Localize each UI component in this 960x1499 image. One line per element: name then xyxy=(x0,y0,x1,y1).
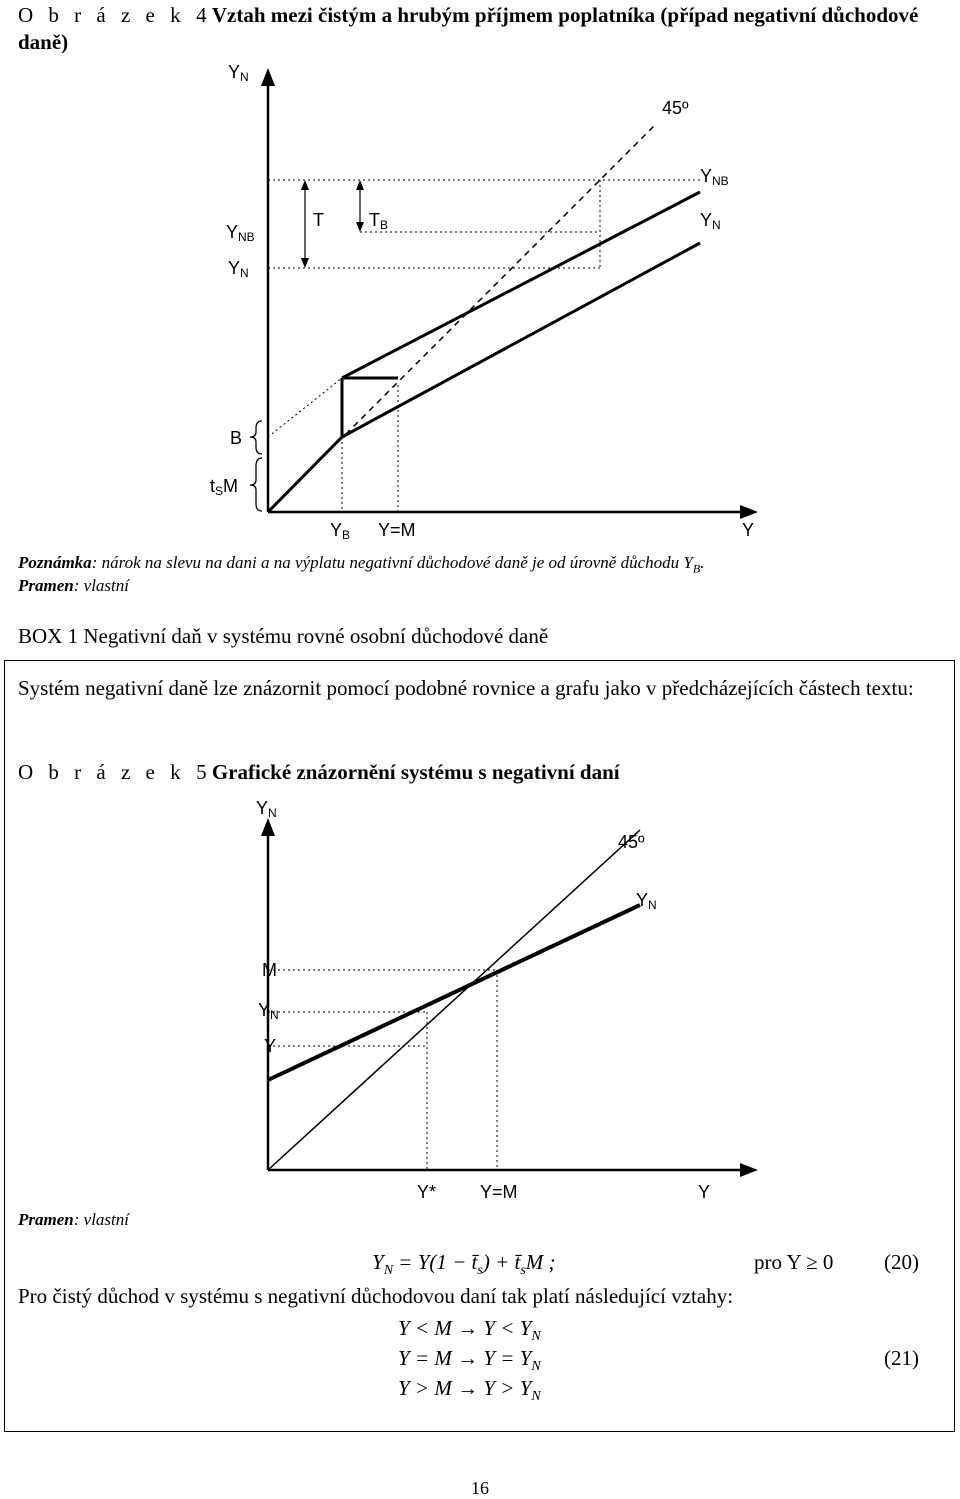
figure4-note: Poznámka: nárok na slevu na dani a na výplatu negativní důchodové daně je od úrovně důchodu $Y_B$. xyxy=(18,553,705,576)
paragraph-net-income: Pro čistý důchod v systému s negativní důchodovou daní tak platí následující vztahy: xyxy=(18,1284,734,1308)
fig4-yb-x-label: $Y_B$ xyxy=(330,520,351,542)
fig4-x-arrow xyxy=(740,505,758,519)
fig4-y-axis-label: Y xyxy=(742,520,755,540)
fig4-t-arrow-top xyxy=(301,180,309,190)
fig4-dotted-b xyxy=(268,378,342,437)
fig5-ystar-label: Y* xyxy=(417,1182,437,1202)
figure5-title-number: 5 xyxy=(196,760,207,784)
fig4-ynb-line xyxy=(342,192,700,378)
fig5-yn-axis-label: $Y_N$ xyxy=(256,798,277,820)
fig4-yn-line xyxy=(342,243,700,437)
figure4-title-number: 4 xyxy=(196,3,207,27)
fig4-yn-left-label: $Y_N$ xyxy=(228,258,249,280)
figure4-title-text: Vztah mezi čistým a hrubým příjmem poplatníka (případ negativní důchodové daně) xyxy=(18,3,919,54)
fig4-yn-axis-label: $Y_N$ xyxy=(228,62,249,84)
fig4-tsm-label: $t_SM$ xyxy=(210,476,239,498)
relation-2: $Y = M \to Y = Y_N$ xyxy=(398,1346,541,1375)
fig4-yn-lower xyxy=(268,437,342,512)
box-intro: Systém negativní daně lze znázornit pomocí podobné rovnice a grafu jako v předcházejících částech textu: xyxy=(18,676,914,700)
equation-21-number: (21) xyxy=(884,1346,919,1370)
fig4-y-arrow xyxy=(261,68,275,86)
fig4-y-eq-m-label: Y=M xyxy=(378,520,416,540)
figure5-title-prefix: O b r á z e k xyxy=(18,760,186,784)
fig4-ynb-right-label: $Y_{NB}$ xyxy=(700,166,729,188)
figure4-source: Pramen: vlastní xyxy=(18,576,129,595)
equation-20-number: (20) xyxy=(884,1250,919,1274)
fig4-yn-right-label: $Y_N$ xyxy=(700,210,721,232)
fig4-angle-label: 45º xyxy=(662,98,689,118)
fig5-angle-label: 45º xyxy=(618,832,645,852)
fig5-y-left-label: Y xyxy=(264,1036,277,1056)
fig4-ynb-left-label: $Y_{NB}$ xyxy=(226,222,255,244)
relation-1: $Y < M \to Y < Y_N$ xyxy=(398,1316,541,1345)
figure5-title-text: Grafické znázornění systému s negativní daní xyxy=(211,760,620,784)
box-heading: BOX 1 Negativní daň v systému rovné osobní důchodové daně xyxy=(18,624,549,648)
fig4-tsm-brace xyxy=(250,458,262,511)
equation-20-condition: pro Y ≥ 0 xyxy=(754,1250,834,1274)
fig4-t-arrow-bot xyxy=(301,258,309,268)
fig4-b-label: B xyxy=(230,428,243,448)
fig5-m-label: M xyxy=(262,960,277,980)
fig4-tb-label: $T_B$ xyxy=(369,210,389,232)
fig4-tb-arrow-bot xyxy=(356,222,364,232)
figure5-source: Pramen: vlastní xyxy=(18,1210,129,1229)
fig5-y-eq-m-label: Y=M xyxy=(480,1182,518,1202)
fig5-yn-left-label: $Y_N$ xyxy=(258,1000,279,1022)
fig4-t-label: T xyxy=(313,210,324,230)
figure4-title-prefix: O b r á z e k xyxy=(18,3,186,27)
relation-3: $Y > M \to Y > Y_N$ xyxy=(398,1376,541,1405)
equation-20: $Y_N = Y(1$ − $t̄_s$) + $t̄_sM$ ; xyxy=(372,1250,556,1279)
page-number: 16 xyxy=(471,1478,489,1498)
figure5-title xyxy=(18,760,620,785)
fig5-yn-right-label: $Y_N$ xyxy=(636,890,657,912)
fig4-b-brace xyxy=(250,421,262,454)
fig4-tb-arrow-top xyxy=(356,180,364,190)
fig5-y-axis-label: Y xyxy=(698,1182,711,1202)
